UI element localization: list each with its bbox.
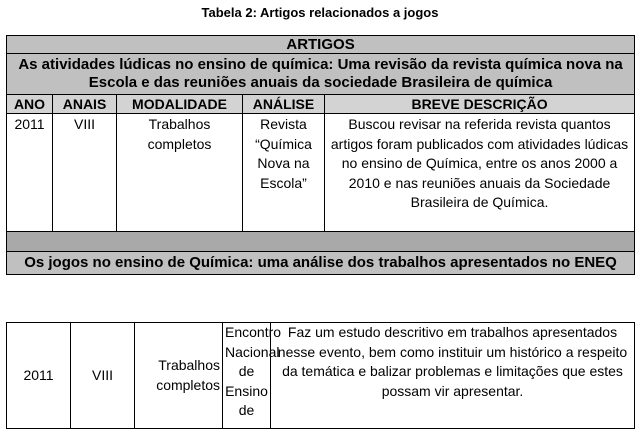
table-caption: Tabela 2: Artigos relacionados a jogos <box>201 5 439 20</box>
cell-descricao: Faz um estudo descritivo em trabalhos apresentados nesse evento, bem como instituir um histórico a respeito da temática e balizar problemas e limitações que estes possam vir apresentar. <box>271 323 635 429</box>
divider-band <box>7 232 635 252</box>
section-header: ARTIGOS <box>7 36 635 54</box>
cell-anais: VIII <box>53 114 117 232</box>
divider-row <box>7 232 635 252</box>
articles-table <box>6 35 635 275</box>
table-row <box>7 114 635 232</box>
articles-table-continued <box>6 322 635 429</box>
column-header-descricao: BREVE DESCRIÇÃO <box>325 95 635 114</box>
cell-ano: 2011 <box>7 114 53 232</box>
table-row <box>7 323 635 429</box>
cell-analise: Revista “Química Nova na Escola” <box>243 114 325 232</box>
column-header-ano: ANO <box>7 95 53 114</box>
column-header-anais: ANAIS <box>53 95 117 114</box>
cell-modalidade: Trabalhos completos <box>135 323 223 429</box>
cell-descricao: Buscou revisar na referida revista quantos artigos foram publicados com atividades lúdicas no ensino de Química, entre os anos 2000 a 2010 e nas reuniões anuais da Sociedade Brasileira de Química. <box>325 114 635 232</box>
cell-anais: VIII <box>71 323 135 429</box>
cell-modalidade: Trabalhos completos <box>117 114 243 232</box>
article-title: As atividades lúdicas no ensino de química: Uma revisão da revista química nova na Escola e das reuniões anuais da sociedade Brasileira de química <box>7 54 635 95</box>
article-title: Os jogos no ensino de Química: uma análise dos trabalhos apresentados no ENEQ <box>7 252 635 275</box>
column-header-row <box>7 95 635 114</box>
cell-ano: 2011 <box>7 323 71 429</box>
cell-analise: Encontro Nacional de Ensino de <box>223 323 271 429</box>
column-header-modalidade: MODALIDADE <box>117 95 243 114</box>
column-header-analise: ANÁLISE <box>243 95 325 114</box>
